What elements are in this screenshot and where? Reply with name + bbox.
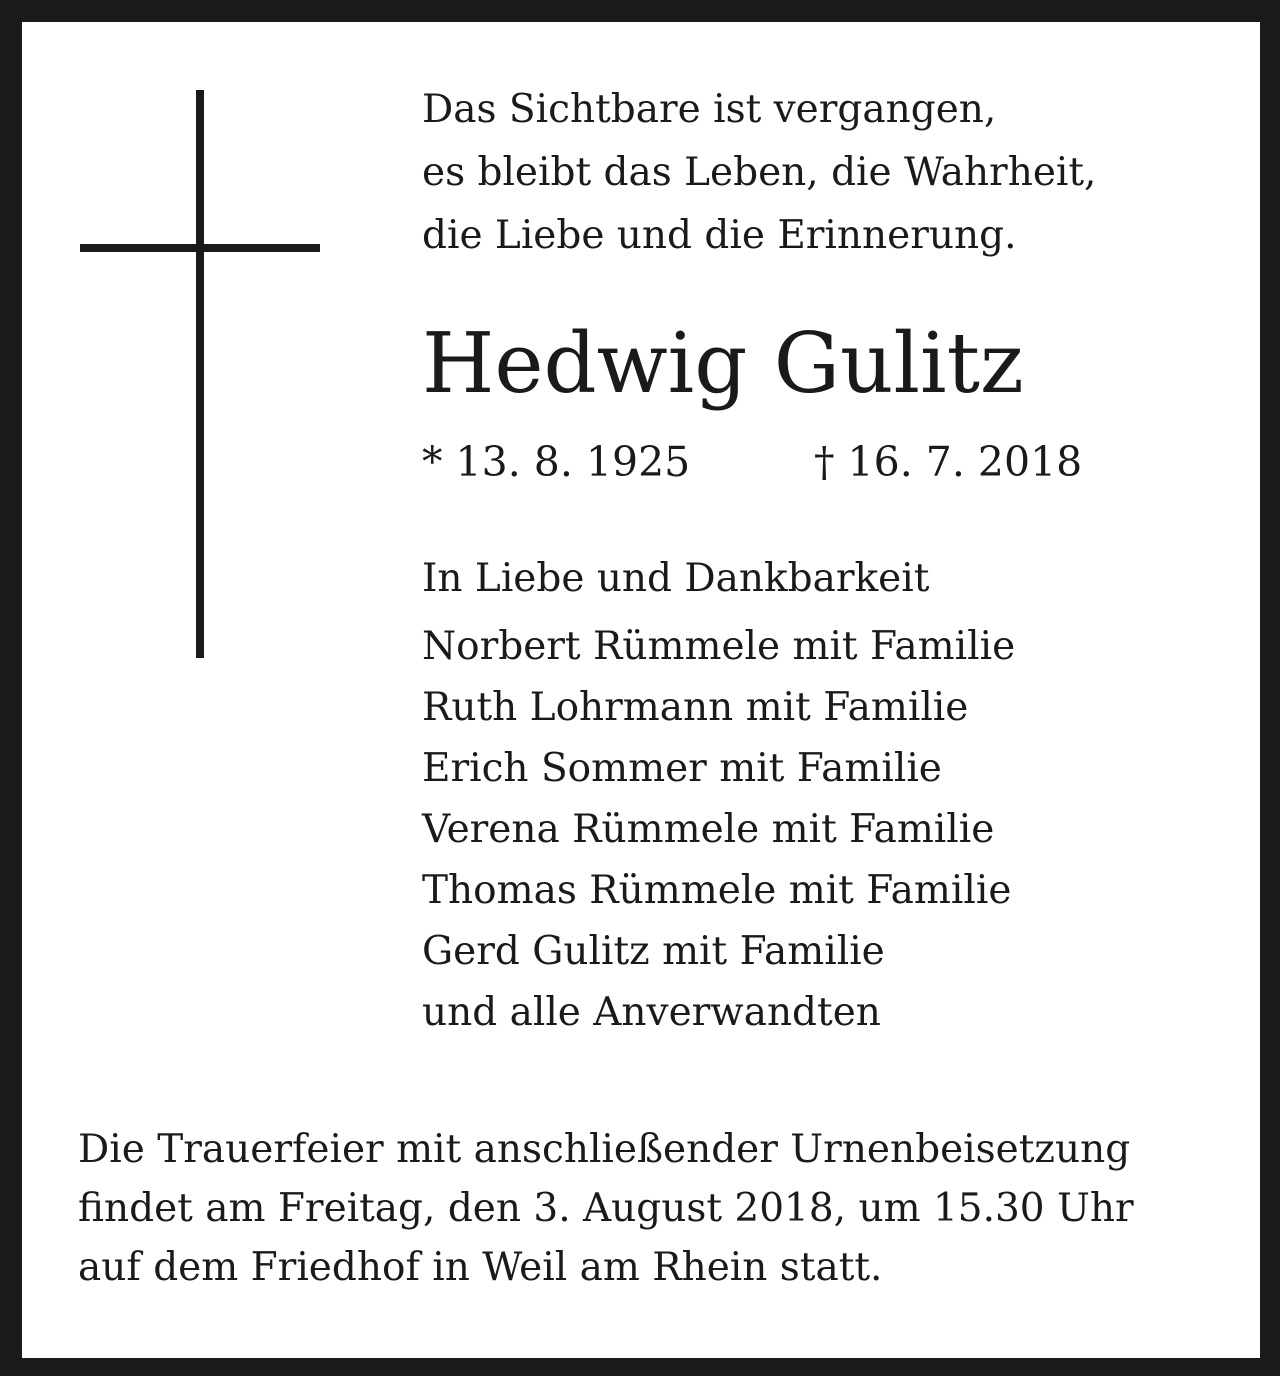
- memorial-quote: [422, 78, 1096, 267]
- mourner-item: Verena Rümmele mit Familie: [422, 807, 995, 852]
- mourners-list: [422, 616, 1015, 1043]
- notice-line: findet am Freitag, den 3. August 2018, um 15.30 Uhr: [78, 1186, 1134, 1231]
- mourner-item: Thomas Rümmele mit Familie: [422, 868, 1012, 913]
- quote-line: die Liebe und die Erinnerung.: [422, 213, 1017, 258]
- mourner-item: Erich Sommer mit Familie: [422, 746, 942, 791]
- funeral-notice: [78, 1120, 1134, 1297]
- deceased-name: Hedwig Gulitz: [422, 315, 1024, 412]
- cross-vertical-bar: [196, 90, 204, 658]
- mourner-item: Ruth Lohrmann mit Familie: [422, 685, 969, 730]
- mourner-item: und alle Anverwandten: [422, 990, 881, 1035]
- greeting: In Liebe und Dankbarkeit: [422, 556, 930, 601]
- notice-line: Die Trauerfeier mit anschließender Urnenbeisetzung: [78, 1127, 1131, 1172]
- quote-line: Das Sichtbare ist vergangen,: [422, 87, 997, 132]
- death-date: † 16. 7. 2018: [814, 438, 1083, 486]
- notice-line: auf dem Friedhof in Weil am Rhein statt.: [78, 1245, 883, 1290]
- quote-line: es bleibt das Leben, die Wahrheit,: [422, 150, 1097, 195]
- birth-date: * 13. 8. 1925: [422, 438, 691, 486]
- cross-horizontal-bar: [80, 244, 320, 252]
- mourner-item: Norbert Rümmele mit Familie: [422, 624, 1016, 669]
- life-dates: [422, 432, 1182, 492]
- mourner-item: Gerd Gulitz mit Familie: [422, 929, 885, 974]
